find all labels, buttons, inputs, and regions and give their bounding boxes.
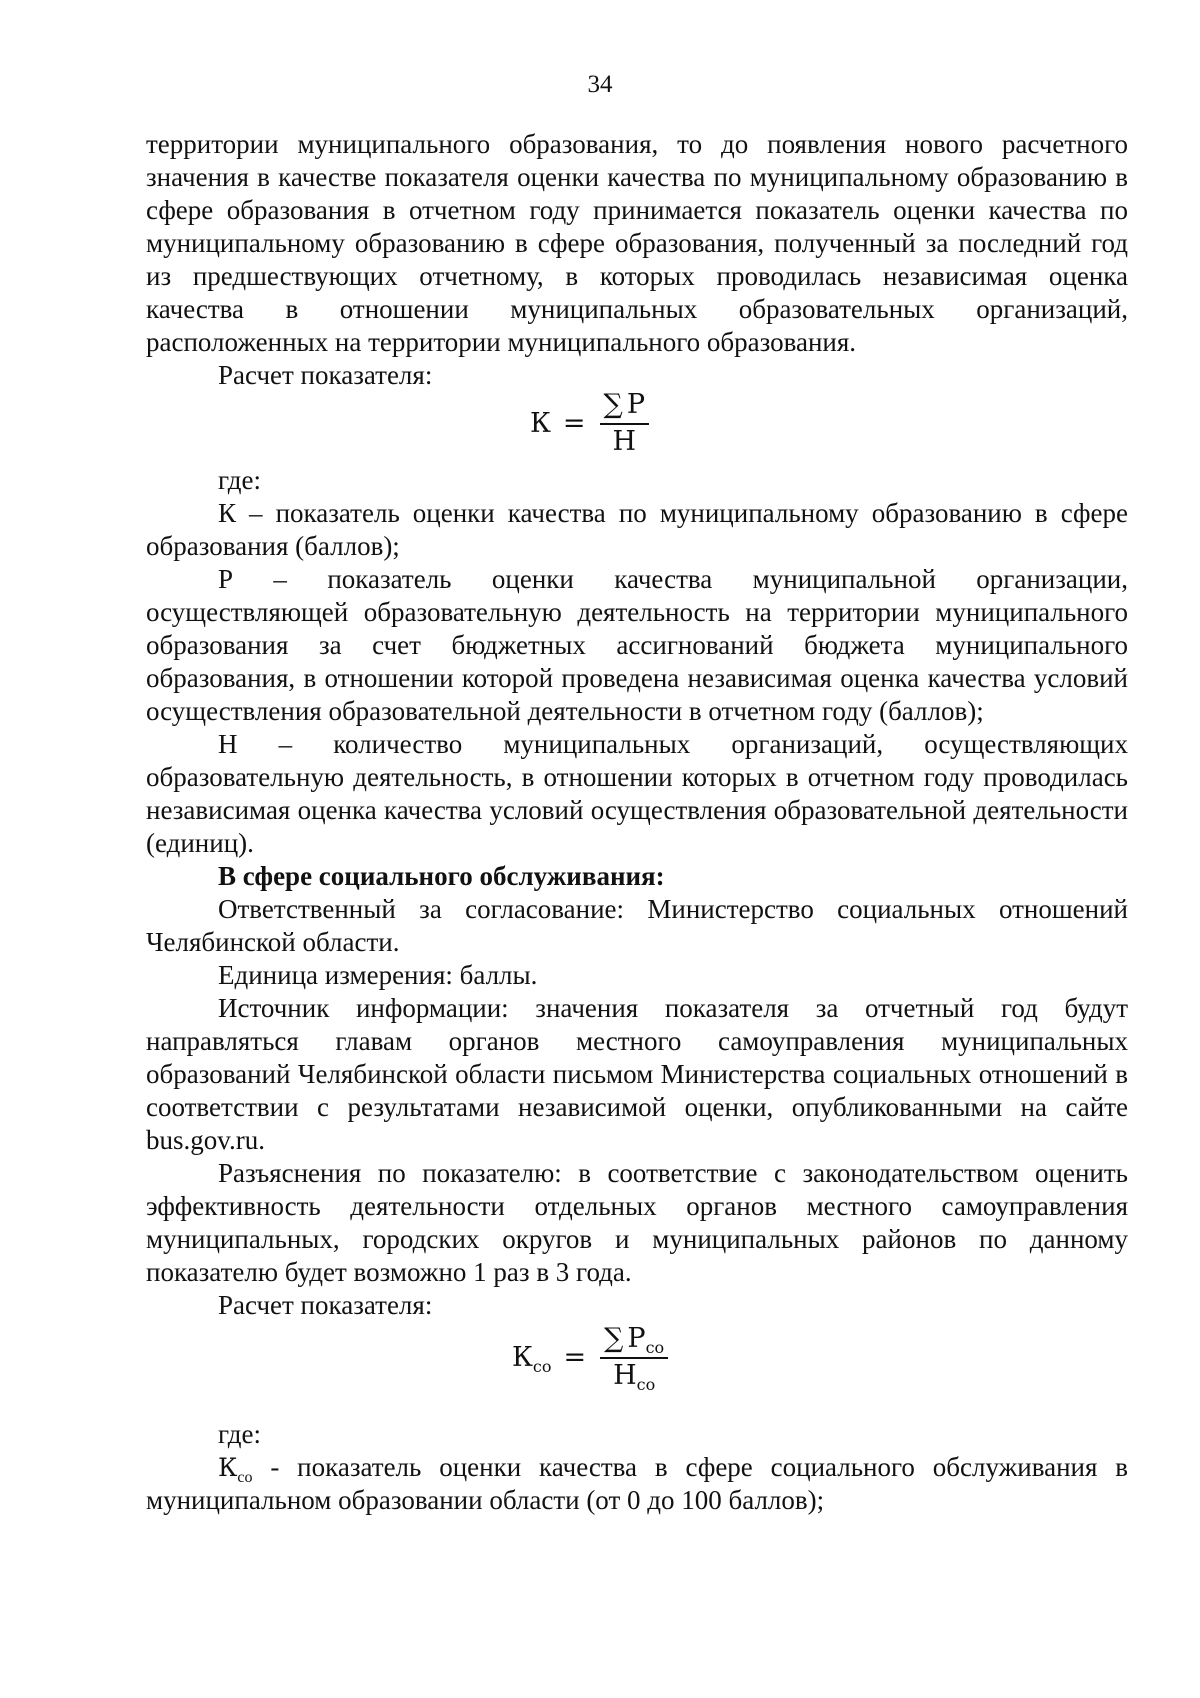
fraction-bar	[600, 423, 649, 425]
formula-k-numerator	[600, 390, 649, 420]
section-heading-social: В сфере социального обслуживания:	[218, 861, 665, 891]
paragraph-continuation: территории муниципального образования, то до появления нового расчетного значения в качестве показателя оценки качества по муниципальному образованию в сфере образования в отчетном году принимается показатель оценки качества по муниципальному образованию в сфере образования, полученный за последний год из предшествующих отчетному, в которых проводилась независимая оценка качества в отношении муниципальных образовательных организаций, расположенных на территории муниципального образования.	[146, 129, 1128, 357]
formula-kso-lhs-sub: со	[532, 1357, 552, 1376]
definition-n: Н – количество муниципальных организаций, осуществляющих образовательную деятельность, в отношении которых в отчетном году проводилась независимая оценка качества условий осуществления образовательной деятельности (единиц).	[146, 729, 1128, 858]
unit-paragraph: Единица измерения: баллы.	[218, 960, 538, 990]
responsible-paragraph: Ответственный за согласование: Министерство социальных отношений Челябинской области.	[146, 894, 1128, 957]
document-body	[146, 128, 1128, 1517]
definition-kso-symbol: К	[218, 1453, 238, 1482]
formula-k-equals: =	[562, 408, 586, 439]
formula-kso	[146, 1322, 1128, 1418]
formula-kso-numerator	[600, 1323, 668, 1357]
formula-kso-equals: =	[563, 1342, 587, 1373]
sum-symbol: ∑	[603, 389, 623, 420]
formula-k-lhs: К	[530, 408, 551, 439]
formula-kso-lhs	[512, 1341, 552, 1374]
formula-k-expression	[530, 390, 649, 457]
formula-k-fraction	[600, 390, 649, 457]
calculation-label-2: Расчет показателя:	[218, 1290, 433, 1320]
definition-kso	[146, 1451, 1128, 1517]
where-label-2: где:	[218, 1419, 261, 1449]
definition-p: Р – показатель оценки качества муниципальной организации, осуществляющей образовательную деятельность на территории муниципального образования за счет бюджетных ассигнований бюджета муниципального образования, в отношении которой проведена независимая оценка качества условий осуществления образовательной деятельности в отчетном году (баллов);	[146, 564, 1128, 726]
sum-symbol-2: ∑	[604, 1323, 624, 1354]
formula-kso-lhs-var: К	[512, 1342, 533, 1373]
definition-kso-sub: со	[237, 1469, 253, 1486]
page-number: 34	[587, 71, 613, 98]
fraction-bar-2	[600, 1357, 668, 1359]
calculation-label: Расчет показателя:	[218, 360, 433, 390]
where-label: где:	[218, 465, 261, 495]
formula-kso-numerator-var: Р	[627, 1323, 646, 1354]
formula-kso-denominator	[609, 1360, 659, 1394]
formula-kso-denominator-sub: со	[636, 1375, 656, 1394]
formula-kso-fraction	[600, 1323, 668, 1394]
formula-k-denominator: Н	[612, 426, 637, 457]
formula-kso-numerator-sub: со	[645, 1338, 665, 1357]
source-paragraph: Источник информации: значения показателя за отчетный год будут направляться главам органов местного самоуправления муниципальных образований Челябинской области письмом Министерства социальных отношений в соответствии с результатами независимой оценки, опубликованными на сайте bus.gov.ru.	[146, 993, 1128, 1155]
definition-kso-text: - показатель оценки качества в сфере социального обслуживания в муниципальном образовании области (от 0 до 100 баллов);	[146, 1452, 1128, 1515]
formula-k-numerator-var: Р	[626, 389, 645, 420]
formula-k	[146, 389, 1128, 464]
explanation-paragraph: Разъяснения по показателю: в соответствие с законодательством оценить эффективность деятельности отдельных органов местного самоуправления муниципальных, городских округов и муниципальных районов по данному показателю будет возможно 1 раз в 3 года.	[146, 1158, 1128, 1287]
formula-kso-expression	[512, 1323, 668, 1394]
definition-k: К – показатель оценки качества по муниципальному образованию в сфере образования (баллов);	[146, 498, 1128, 561]
formula-kso-denominator-var: Н	[613, 1360, 637, 1391]
